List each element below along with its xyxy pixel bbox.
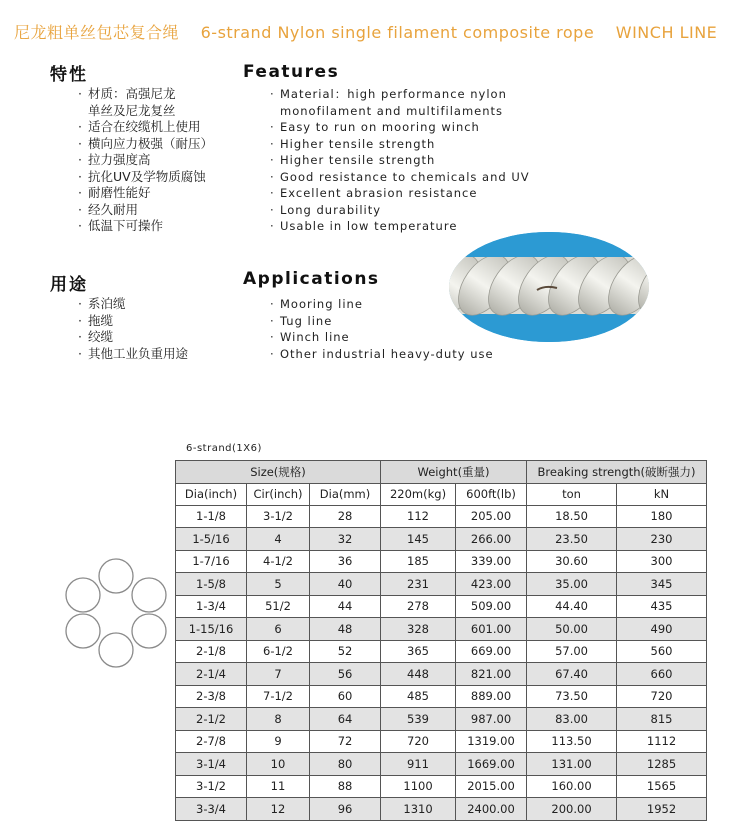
table-cell: 67.40 bbox=[527, 663, 617, 686]
table-cell: 1319.00 bbox=[456, 730, 527, 753]
table-row bbox=[176, 573, 707, 596]
table-cell: 539 bbox=[381, 708, 456, 731]
table-cell: 180 bbox=[617, 505, 707, 528]
table-cell: 3-1/2 bbox=[247, 505, 310, 528]
spec-table bbox=[175, 460, 707, 821]
table-cell: 821.00 bbox=[456, 663, 527, 686]
table-cell: 601.00 bbox=[456, 618, 527, 641]
table-cell: 36 bbox=[310, 550, 381, 573]
table-cell: 2-1/8 bbox=[176, 640, 247, 663]
applications-list-cn bbox=[78, 296, 188, 362]
application-cn-item: · 拖缆 bbox=[78, 312, 114, 328]
table-cell: 56 bbox=[310, 663, 381, 686]
column-header: ton bbox=[527, 483, 617, 505]
table-cell: 50.00 bbox=[527, 618, 617, 641]
title-line: WINCH LINE bbox=[615, 23, 718, 42]
table-cell: 28 bbox=[310, 505, 381, 528]
table-caption: 6-strand(1X6) bbox=[186, 443, 262, 454]
table-cell: 2015.00 bbox=[456, 775, 527, 798]
column-header: 600ft(lb) bbox=[456, 483, 527, 505]
table-cell: 1-5/16 bbox=[176, 528, 247, 551]
table-group-header-row bbox=[176, 461, 707, 484]
applications-list-en bbox=[270, 296, 494, 362]
features-list-cn bbox=[78, 86, 213, 235]
table-cell: 40 bbox=[310, 573, 381, 596]
table-cell: 435 bbox=[617, 595, 707, 618]
feature-en-item: · Material：high performance nylon bbox=[270, 87, 507, 101]
table-cell: 51/2 bbox=[247, 595, 310, 618]
feature-en-item: · Higher tensile strength bbox=[270, 136, 436, 151]
table-cell: 1565 bbox=[617, 775, 707, 798]
table-row bbox=[176, 618, 707, 641]
table-cell: 231 bbox=[381, 573, 456, 596]
breaking-group-header: Breaking strength(破断强力) bbox=[527, 461, 707, 484]
table-cell: 48 bbox=[310, 618, 381, 641]
table-cell: 23.50 bbox=[527, 528, 617, 551]
table-cell: 131.00 bbox=[527, 753, 617, 776]
table-cell: 112 bbox=[381, 505, 456, 528]
table-row bbox=[176, 730, 707, 753]
table-cell: 30.60 bbox=[527, 550, 617, 573]
table-cell: 423.00 bbox=[456, 573, 527, 596]
table-cell: 2-7/8 bbox=[176, 730, 247, 753]
table-cell: 73.50 bbox=[527, 685, 617, 708]
features-heading-cn: 特性 bbox=[50, 65, 88, 85]
column-header: 220m(kg) bbox=[381, 483, 456, 505]
feature-en-item: · Higher tensile strength bbox=[270, 153, 436, 167]
table-cell: 266.00 bbox=[456, 528, 527, 551]
table-row bbox=[176, 640, 707, 663]
table-cell: 278 bbox=[381, 595, 456, 618]
table-cell: 205.00 bbox=[456, 505, 527, 528]
table-cell: 44 bbox=[310, 595, 381, 618]
feature-en-item: · Excellent abrasion resistance bbox=[270, 186, 478, 200]
feature-en-item: · Good resistance to chemicals and UV bbox=[270, 169, 530, 184]
table-cell: 1-7/16 bbox=[176, 550, 247, 573]
column-header: Dia(mm) bbox=[310, 483, 381, 505]
table-row bbox=[176, 663, 707, 686]
table-cell: 80 bbox=[310, 753, 381, 776]
feature-en-item: · Easy to run on mooring winch bbox=[270, 120, 480, 134]
table-cell: 64 bbox=[310, 708, 381, 731]
table-cell: 1-3/4 bbox=[176, 595, 247, 618]
table-cell: 4 bbox=[247, 528, 310, 551]
table-cell: 113.50 bbox=[527, 730, 617, 753]
feature-cn-item: · 材质：高强尼龙 bbox=[78, 86, 176, 101]
feature-en-item: · Usable in low temperature bbox=[270, 219, 458, 233]
table-cell: 7-1/2 bbox=[247, 685, 310, 708]
title-en: 6-strand Nylon single filament composite rope bbox=[200, 23, 595, 42]
application-cn-item: · 其他工业负重用途 bbox=[78, 345, 189, 361]
table-cell: 52 bbox=[310, 640, 381, 663]
feature-cn-item: 单丝及尼龙复丝 bbox=[88, 102, 176, 118]
table-cell: 2-1/4 bbox=[176, 663, 247, 686]
table-cell: 57.00 bbox=[527, 640, 617, 663]
table-cell: 490 bbox=[617, 618, 707, 641]
feature-cn-item: · 拉力强度高 bbox=[78, 152, 151, 167]
table-cell: 2-1/2 bbox=[176, 708, 247, 731]
strand-cross-section-diagram bbox=[64, 558, 168, 668]
application-cn-item: · 系泊缆 bbox=[78, 296, 126, 311]
table-cell: 200.00 bbox=[527, 798, 617, 821]
table-cell: 32 bbox=[310, 528, 381, 551]
table-cell: 1310 bbox=[381, 798, 456, 821]
table-row bbox=[176, 753, 707, 776]
table-cell: 328 bbox=[381, 618, 456, 641]
table-row bbox=[176, 685, 707, 708]
feature-en-item: · Long durability bbox=[270, 202, 382, 217]
size-group-header: Size(规格) bbox=[176, 461, 381, 484]
column-header: Cir(inch) bbox=[247, 483, 310, 505]
feature-cn-item: · 适合在绞缆机上使用 bbox=[78, 119, 201, 134]
table-cell: 1285 bbox=[617, 753, 707, 776]
table-cell: 339.00 bbox=[456, 550, 527, 573]
table-cell: 8 bbox=[247, 708, 310, 731]
table-cell: 1-5/8 bbox=[176, 573, 247, 596]
table-cell: 1-1/8 bbox=[176, 505, 247, 528]
feature-cn-item: · 横向应力极强（耐压） bbox=[78, 135, 214, 151]
table-row bbox=[176, 708, 707, 731]
table-cell: 145 bbox=[381, 528, 456, 551]
table-cell: 6 bbox=[247, 618, 310, 641]
table-cell: 230 bbox=[617, 528, 707, 551]
table-cell: 485 bbox=[381, 685, 456, 708]
table-cell: 1112 bbox=[617, 730, 707, 753]
table-cell: 10 bbox=[247, 753, 310, 776]
feature-cn-item: · 抗化UV及学物质腐蚀 bbox=[78, 168, 206, 184]
table-row bbox=[176, 775, 707, 798]
applications-heading-cn: 用途 bbox=[50, 275, 88, 295]
table-cell: 72 bbox=[310, 730, 381, 753]
table-cell: 9 bbox=[247, 730, 310, 753]
table-cell: 669.00 bbox=[456, 640, 527, 663]
table-row bbox=[176, 550, 707, 573]
weight-group-header: Weight(重量) bbox=[381, 461, 527, 484]
table-cell: 35.00 bbox=[527, 573, 617, 596]
table-column-header-row bbox=[176, 483, 707, 505]
table-cell: 4-1/2 bbox=[247, 550, 310, 573]
table-cell: 3-1/4 bbox=[176, 753, 247, 776]
column-header: Dia(inch) bbox=[176, 483, 247, 505]
table-cell: 44.40 bbox=[527, 595, 617, 618]
table-cell: 345 bbox=[617, 573, 707, 596]
table-cell: 6-1/2 bbox=[247, 640, 310, 663]
table-cell: 83.00 bbox=[527, 708, 617, 731]
table-cell: 185 bbox=[381, 550, 456, 573]
features-heading-en: Features bbox=[243, 62, 340, 82]
feature-cn-item: · 耐磨性能好 bbox=[78, 185, 151, 200]
table-row bbox=[176, 595, 707, 618]
feature-cn-item: · 低温下可操作 bbox=[78, 218, 164, 233]
table-cell: 2-3/8 bbox=[176, 685, 247, 708]
product-title bbox=[14, 20, 733, 43]
application-en-item: · Other industrial heavy-duty use bbox=[270, 346, 494, 361]
feature-en-item: monofilament and multifilaments bbox=[280, 103, 504, 118]
table-cell: 12 bbox=[247, 798, 310, 821]
table-cell: 720 bbox=[381, 730, 456, 753]
feature-cn-item: · 经久耐用 bbox=[78, 201, 139, 217]
table-cell: 2400.00 bbox=[456, 798, 527, 821]
table-cell: 660 bbox=[617, 663, 707, 686]
table-cell: 509.00 bbox=[456, 595, 527, 618]
table-row bbox=[176, 528, 707, 551]
table-cell: 448 bbox=[381, 663, 456, 686]
table-cell: 1-15/16 bbox=[176, 618, 247, 641]
table-cell: 560 bbox=[617, 640, 707, 663]
table-cell: 1952 bbox=[617, 798, 707, 821]
application-en-item: · Mooring line bbox=[270, 297, 363, 311]
table-cell: 5 bbox=[247, 573, 310, 596]
table-cell: 88 bbox=[310, 775, 381, 798]
table-row bbox=[176, 798, 707, 821]
table-cell: 60 bbox=[310, 685, 381, 708]
table-cell: 96 bbox=[310, 798, 381, 821]
table-cell: 1100 bbox=[381, 775, 456, 798]
table-cell: 889.00 bbox=[456, 685, 527, 708]
table-cell: 815 bbox=[617, 708, 707, 731]
column-header: kN bbox=[617, 483, 707, 505]
table-cell: 365 bbox=[381, 640, 456, 663]
table-cell: 720 bbox=[617, 685, 707, 708]
table-cell: 987.00 bbox=[456, 708, 527, 731]
application-en-item: · Winch line bbox=[270, 330, 350, 344]
table-cell: 11 bbox=[247, 775, 310, 798]
table-cell: 7 bbox=[247, 663, 310, 686]
application-cn-item: · 绞缆 bbox=[78, 329, 114, 344]
applications-heading-en: Applications bbox=[243, 269, 380, 289]
table-cell: 3-3/4 bbox=[176, 798, 247, 821]
table-row bbox=[176, 505, 707, 528]
table-cell: 1669.00 bbox=[456, 753, 527, 776]
features-list-en bbox=[270, 86, 530, 235]
title-cn: 尼龙粗单丝包芯复合绳 bbox=[14, 23, 180, 42]
table-cell: 18.50 bbox=[527, 505, 617, 528]
table-cell: 911 bbox=[381, 753, 456, 776]
table-cell: 3-1/2 bbox=[176, 775, 247, 798]
application-en-item: · Tug line bbox=[270, 313, 333, 328]
table-cell: 300 bbox=[617, 550, 707, 573]
table-cell: 160.00 bbox=[527, 775, 617, 798]
